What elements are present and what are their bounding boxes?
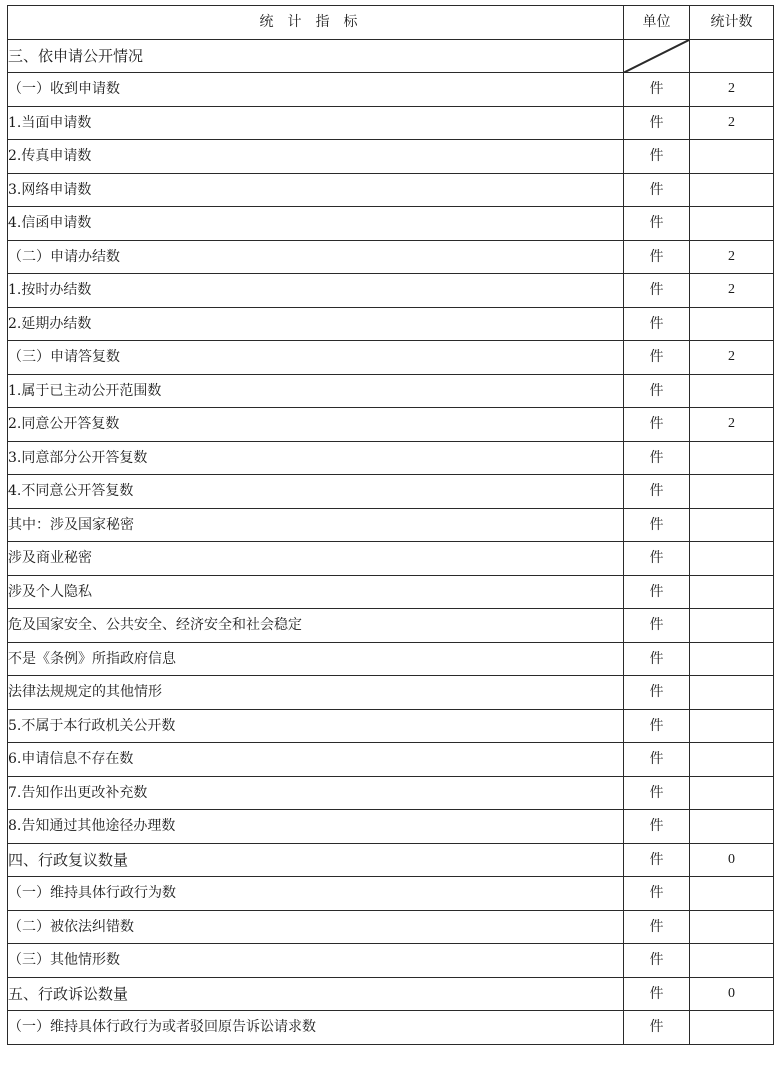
table-row (8, 408, 774, 442)
row-count (690, 609, 774, 643)
table-row (8, 776, 774, 810)
row-indicator-label: 4.信函申请数 (8, 207, 624, 241)
row-count (690, 475, 774, 509)
row-indicator-label: 涉及个人隐私 (8, 575, 624, 609)
row-unit: 件 (624, 207, 690, 241)
row-indicator-label: 3.同意部分公开答复数 (8, 441, 624, 475)
table-row (8, 274, 774, 308)
row-count (690, 39, 774, 73)
row-count (690, 542, 774, 576)
row-count: 2 (690, 341, 774, 375)
table-row (8, 575, 774, 609)
row-unit: 件 (624, 1011, 690, 1045)
table-row (8, 39, 774, 73)
row-count (690, 877, 774, 911)
row-unit: 件 (624, 73, 690, 107)
statistics-table (7, 5, 774, 1045)
row-indicator-label: 1.当面申请数 (8, 106, 624, 140)
row-count (690, 642, 774, 676)
table-row (8, 441, 774, 475)
row-unit: 件 (624, 743, 690, 777)
table-row (8, 140, 774, 174)
row-unit: 件 (624, 106, 690, 140)
row-unit: 件 (624, 977, 690, 1011)
row-unit: 件 (624, 642, 690, 676)
row-unit: 件 (624, 240, 690, 274)
row-unit: 件 (624, 173, 690, 207)
table-row (8, 106, 774, 140)
table-row (8, 307, 774, 341)
row-count: 2 (690, 408, 774, 442)
row-count (690, 1011, 774, 1045)
row-unit: 件 (624, 140, 690, 174)
row-count: 2 (690, 240, 774, 274)
row-unit: 件 (624, 609, 690, 643)
row-indicator-label: （二）申请办结数 (8, 240, 624, 274)
table-row (8, 609, 774, 643)
row-count (690, 140, 774, 174)
row-indicator-label: 危及国家安全、公共安全、经济安全和社会稳定 (8, 609, 624, 643)
row-count (690, 676, 774, 710)
table-row (8, 207, 774, 241)
row-indicator-label: （三）申请答复数 (8, 341, 624, 375)
table-row (8, 709, 774, 743)
row-count (690, 810, 774, 844)
table-body (8, 39, 774, 1044)
header-count: 统计数 (690, 6, 774, 40)
row-count (690, 173, 774, 207)
table-row (8, 240, 774, 274)
diagonal-line-icon (624, 40, 689, 73)
row-indicator-label: 2.传真申请数 (8, 140, 624, 174)
row-indicator-label: 三、依申请公开情况 (8, 39, 624, 73)
table-row (8, 843, 774, 877)
table-row (8, 374, 774, 408)
row-unit: 件 (624, 910, 690, 944)
table-header-row (8, 6, 774, 40)
row-indicator-label: 五、行政诉讼数量 (8, 977, 624, 1011)
row-count (690, 508, 774, 542)
row-unit: 件 (624, 508, 690, 542)
row-indicator-label: （二）被依法纠错数 (8, 910, 624, 944)
table-row (8, 73, 774, 107)
header-indicator: 统计指标 (8, 6, 624, 40)
table-row (8, 877, 774, 911)
row-indicator-label: （三）其他情形数 (8, 944, 624, 978)
table-row (8, 173, 774, 207)
row-indicator-label: 四、行政复议数量 (8, 843, 624, 877)
row-indicator-label: （一）收到申请数 (8, 73, 624, 107)
header-unit: 单位 (624, 6, 690, 40)
row-indicator-label: 1.按时办结数 (8, 274, 624, 308)
row-indicator-label: 8.告知通过其他途径办理数 (8, 810, 624, 844)
row-indicator-label: 1.属于已主动公开范围数 (8, 374, 624, 408)
row-unit: 件 (624, 810, 690, 844)
row-count: 2 (690, 106, 774, 140)
table-row (8, 341, 774, 375)
table-row (8, 508, 774, 542)
row-indicator-label: 7.告知作出更改补充数 (8, 776, 624, 810)
row-unit: 件 (624, 542, 690, 576)
row-indicator-label: 5.不属于本行政机关公开数 (8, 709, 624, 743)
row-unit: 件 (624, 709, 690, 743)
row-indicator-label: 涉及商业秘密 (8, 542, 624, 576)
diagonal-empty-cell (624, 39, 690, 73)
table-row (8, 542, 774, 576)
row-indicator-label: 2.同意公开答复数 (8, 408, 624, 442)
table-row (8, 944, 774, 978)
table-row (8, 676, 774, 710)
row-indicator-label: （一）维持具体行政行为数 (8, 877, 624, 911)
row-indicator-label: 其中：涉及国家秘密 (8, 508, 624, 542)
row-count (690, 910, 774, 944)
row-count (690, 743, 774, 777)
row-count: 2 (690, 274, 774, 308)
table-row (8, 475, 774, 509)
row-indicator-label: 2.延期办结数 (8, 307, 624, 341)
row-count (690, 776, 774, 810)
row-unit: 件 (624, 307, 690, 341)
table-row (8, 642, 774, 676)
row-unit: 件 (624, 843, 690, 877)
row-count (690, 307, 774, 341)
row-indicator-label: （一）维持具体行政行为或者驳回原告诉讼请求数 (8, 1011, 624, 1045)
row-count (690, 374, 774, 408)
row-count (690, 575, 774, 609)
row-unit: 件 (624, 475, 690, 509)
row-count (690, 441, 774, 475)
table-row (8, 977, 774, 1011)
row-unit: 件 (624, 877, 690, 911)
row-indicator-label: 不是《条例》所指政府信息 (8, 642, 624, 676)
row-count: 0 (690, 977, 774, 1011)
table-row (8, 910, 774, 944)
row-indicator-label: 3.网络申请数 (8, 173, 624, 207)
row-unit: 件 (624, 776, 690, 810)
row-count: 2 (690, 73, 774, 107)
row-indicator-label: 4.不同意公开答复数 (8, 475, 624, 509)
row-unit: 件 (624, 408, 690, 442)
row-unit: 件 (624, 341, 690, 375)
row-count (690, 207, 774, 241)
table-row (8, 1011, 774, 1045)
row-count: 0 (690, 843, 774, 877)
row-unit: 件 (624, 575, 690, 609)
row-unit: 件 (624, 676, 690, 710)
row-unit: 件 (624, 441, 690, 475)
row-indicator-label: 6.申请信息不存在数 (8, 743, 624, 777)
row-unit: 件 (624, 944, 690, 978)
row-unit: 件 (624, 274, 690, 308)
table-row (8, 743, 774, 777)
row-count (690, 709, 774, 743)
row-unit: 件 (624, 374, 690, 408)
table-row (8, 810, 774, 844)
row-count (690, 944, 774, 978)
row-indicator-label: 法律法规规定的其他情形 (8, 676, 624, 710)
